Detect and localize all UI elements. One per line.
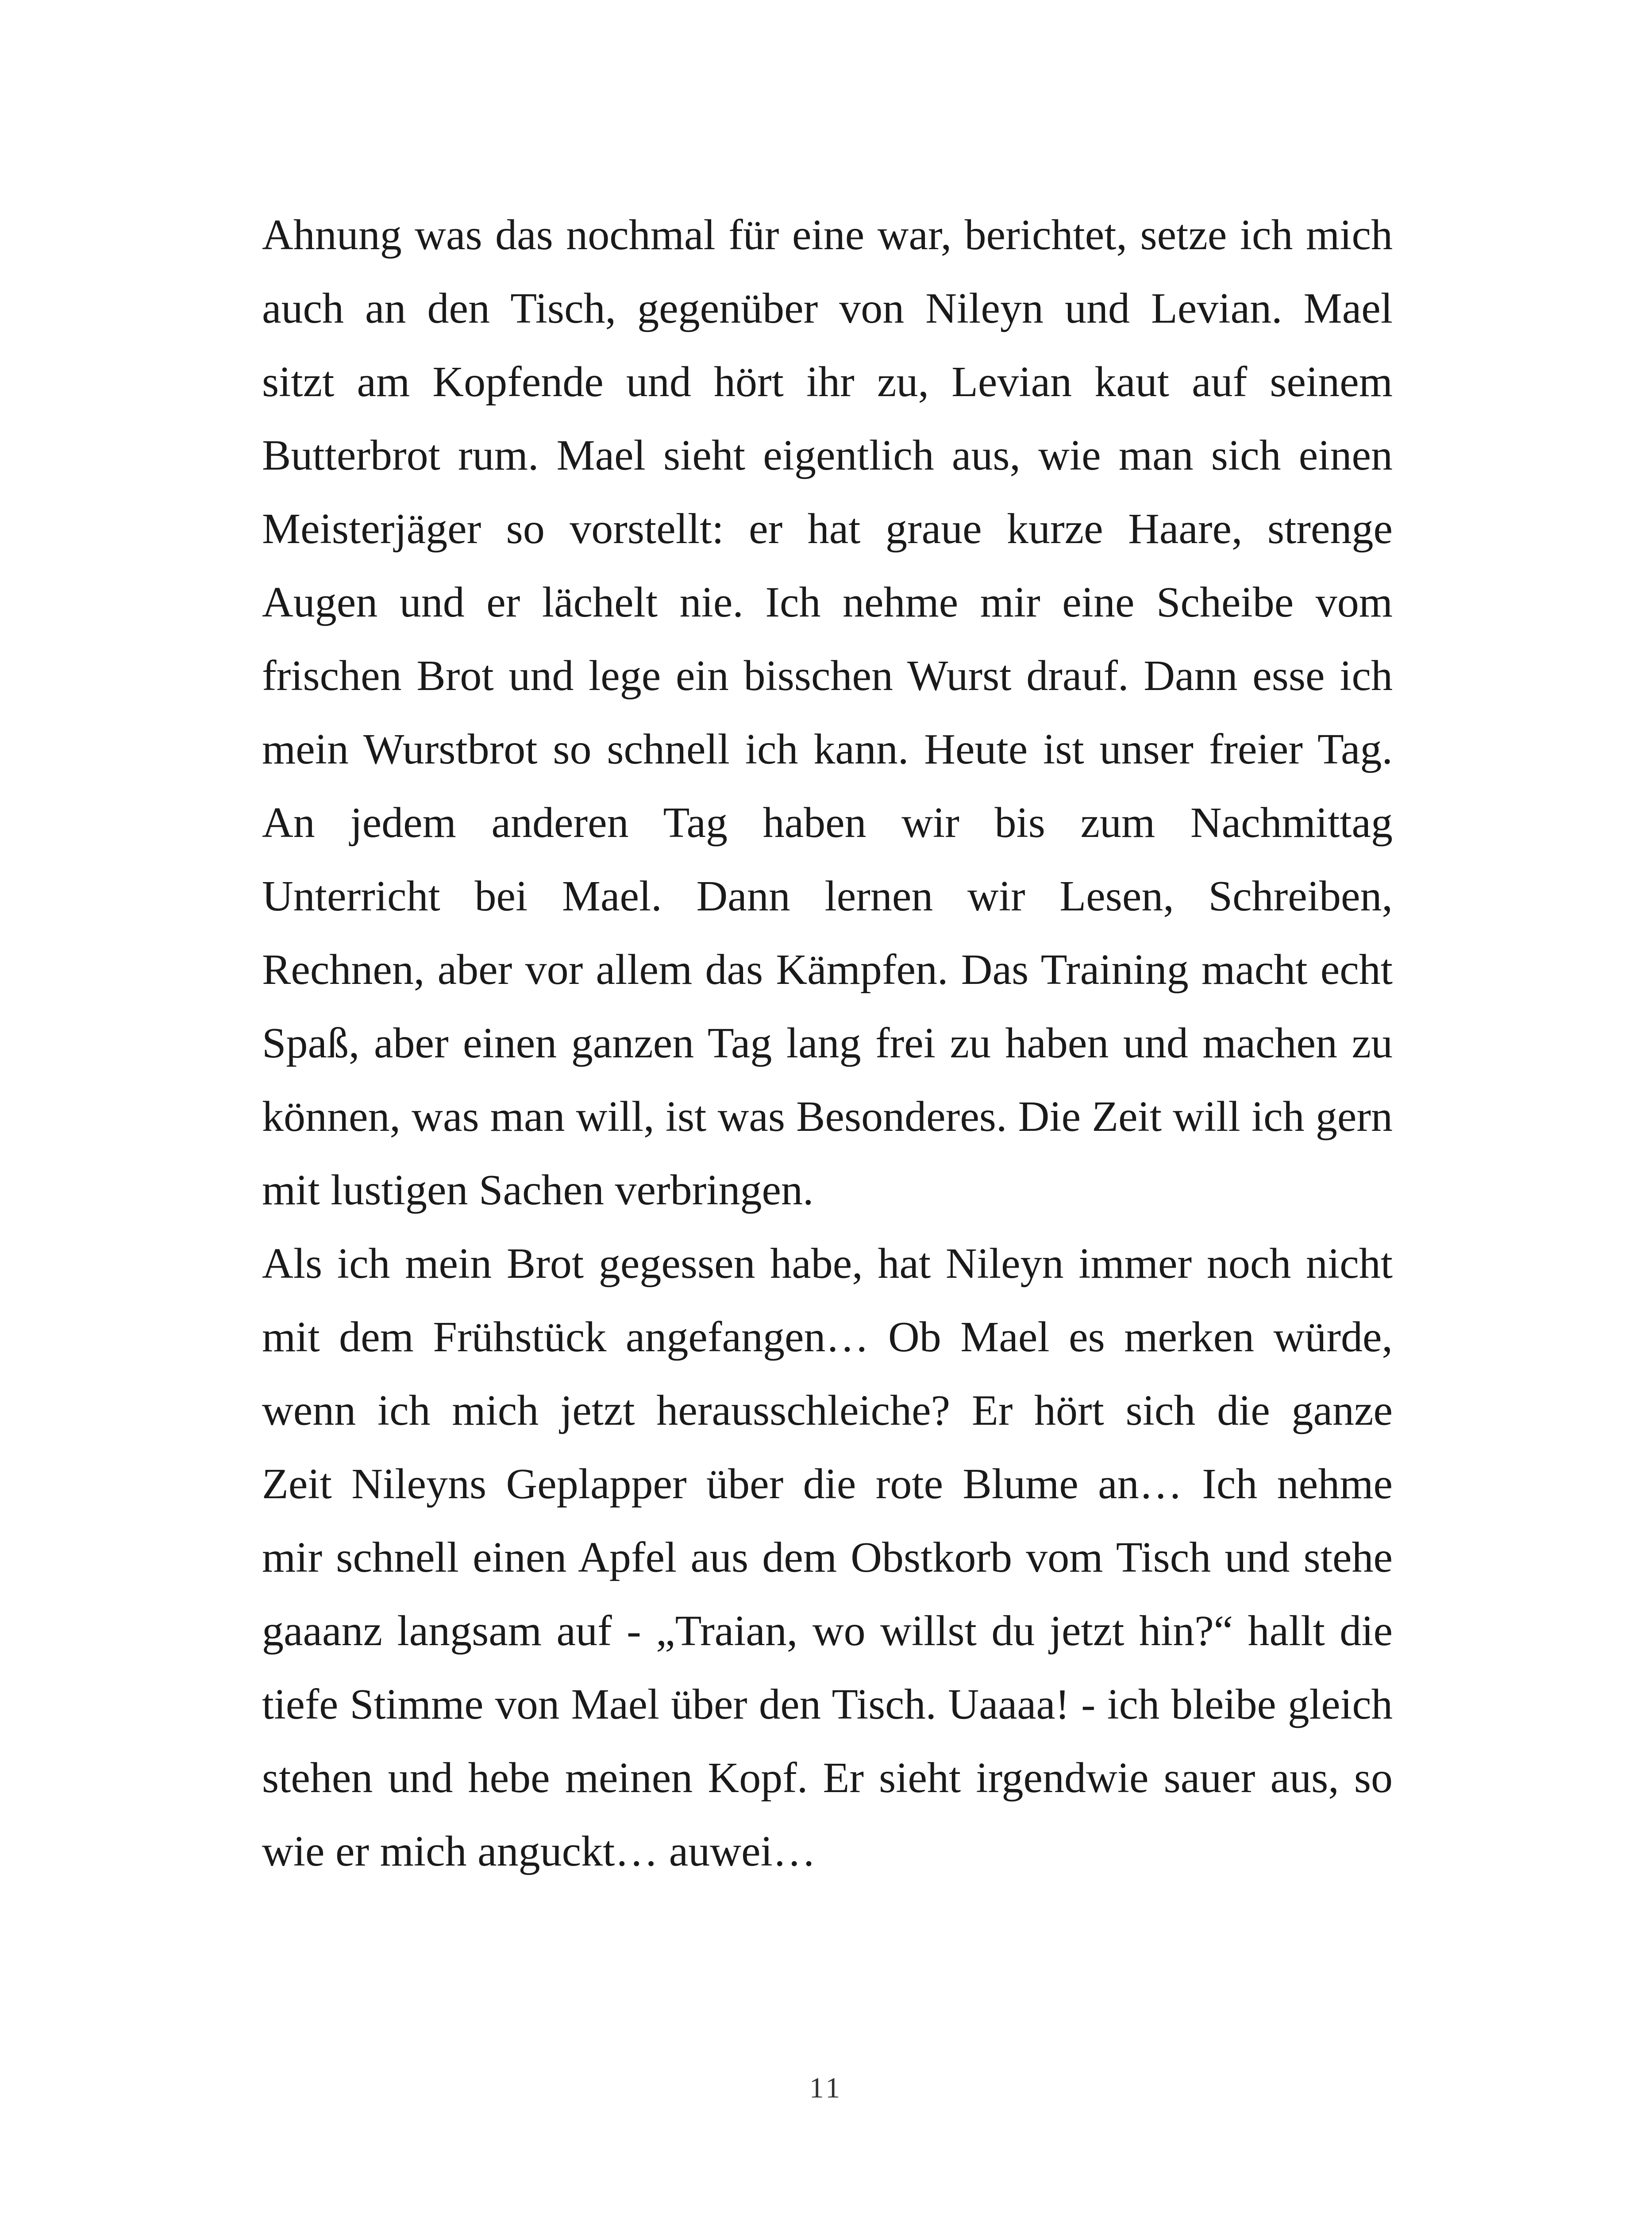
text-line: Spaß, aber einen ganzen Tag lang frei zu haben und machen zu <box>262 1019 1393 1067</box>
text-line: tiefe Stimme von Mael über den Tisch. Uaaaa! - ich bleibe gleich <box>262 1681 1393 1728</box>
text-line: Als ich mein Brot gegessen habe, hat Nileyn immer noch nicht <box>262 1240 1393 1288</box>
text-line: An jedem anderen Tag haben wir bis zum Nachmittag <box>262 799 1393 847</box>
text-line: Meisterjäger so vorstellt: er hat graue kurze Haare, strenge <box>262 505 1393 553</box>
text-line: mit dem Frühstück angefangen… Ob Mael es merken würde, <box>262 1313 1393 1361</box>
page-number: 11 <box>809 2072 843 2104</box>
text-line: sitzt am Kopfende und hört ihr zu, Levian kaut auf seinem <box>262 358 1393 406</box>
text-line: Augen und er lächelt nie. Ich nehme mir eine Scheibe vom <box>262 578 1393 626</box>
text-line: Butterbrot rum. Mael sieht eigentlich aus, wie man sich einen <box>262 432 1393 479</box>
text-line: gaaanz langsam auf - „Traian, wo willst du jetzt hin?“ hallt die <box>262 1607 1393 1655</box>
text-line: mir schnell einen Apfel aus dem Obstkorb vom Tisch und stehe <box>262 1534 1393 1581</box>
text-line: können, was man will, ist was Besonderes. Die Zeit will ich gern <box>262 1093 1393 1141</box>
paragraph-end-line: wie er mich anguckt… auwei… <box>262 1827 816 1875</box>
text-line: Rechnen, aber vor allem das Kämpfen. Das Training macht echt <box>262 946 1393 994</box>
text-line: wenn ich mich jetzt herausschleiche? Er hört sich die ganze <box>262 1387 1393 1434</box>
text-line: Unterricht bei Mael. Dann lernen wir Lesen, Schreiben, <box>262 872 1393 920</box>
text-line: Ahnung was das nochmal für eine war, berichtet, setze ich mich <box>262 211 1393 259</box>
text-line: mein Wurstbrot so schnell ich kann. Heute ist unser freier Tag. <box>262 725 1393 773</box>
body-text <box>262 198 1393 1888</box>
text-line: stehen und hebe meinen Kopf. Er sieht irgendwie sauer aus, so <box>262 1754 1393 1802</box>
text-line: auch an den Tisch, gegenüber von Nileyn und Levian. Mael <box>262 285 1393 332</box>
text-line: frischen Brot und lege ein bisschen Wurst drauf. Dann esse ich <box>262 652 1393 700</box>
paragraph-end-line: mit lustigen Sachen verbringen. <box>262 1166 814 1214</box>
text-line: Zeit Nileyns Geplapper über die rote Blume an… Ich nehme <box>262 1460 1393 1508</box>
